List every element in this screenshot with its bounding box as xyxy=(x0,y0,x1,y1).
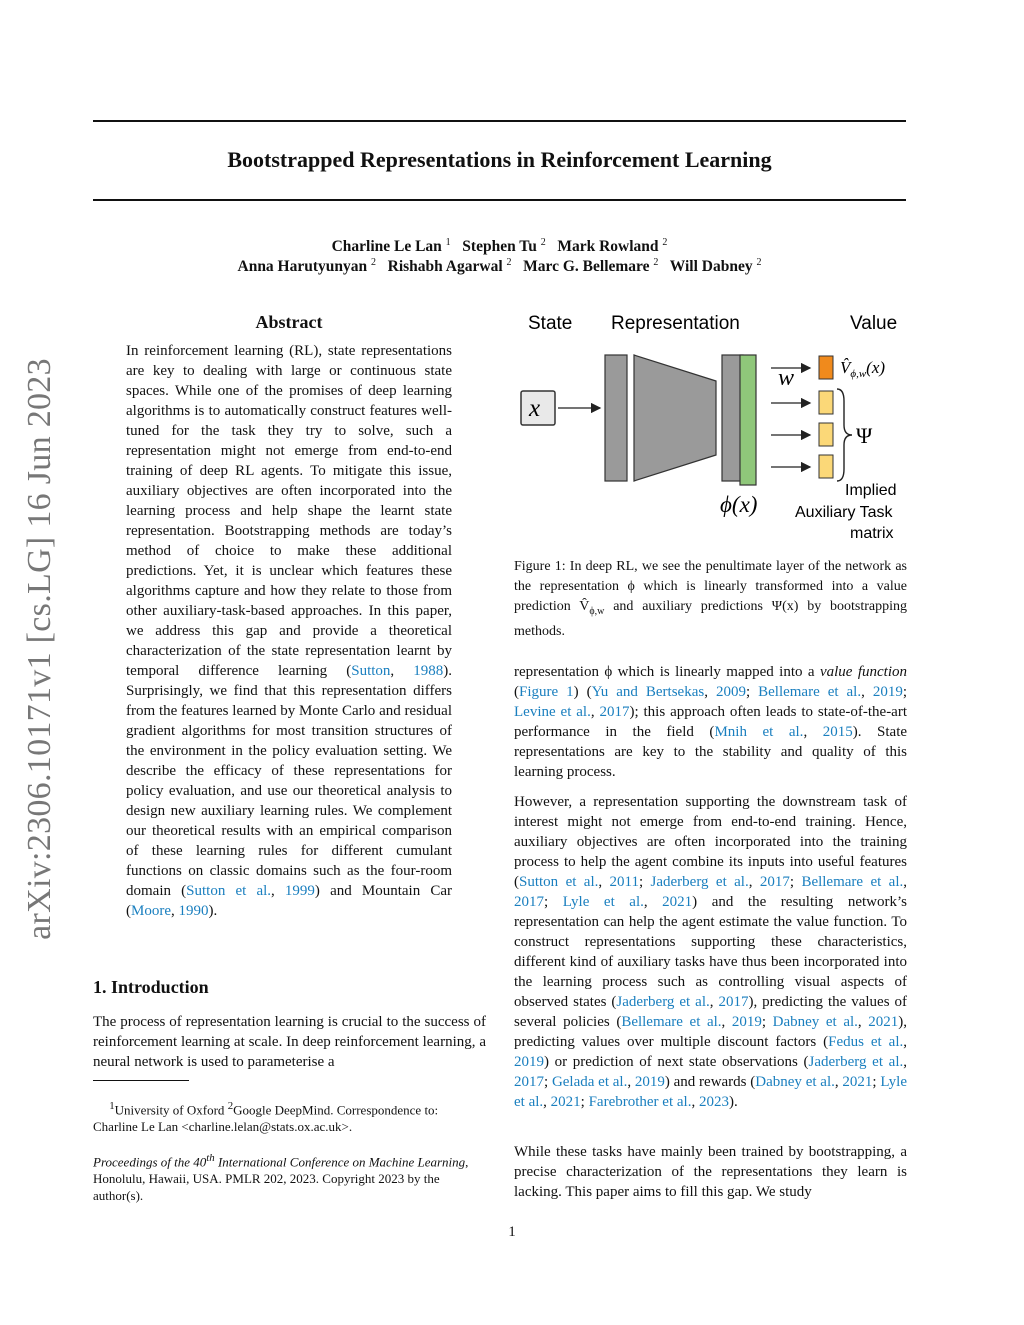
citation-link[interactable]: Mnih et al. xyxy=(714,724,804,740)
citation-link[interactable]: 2019 xyxy=(514,1054,544,1070)
citation-link[interactable]: Jaderberg et al. xyxy=(808,1054,904,1070)
citation-link[interactable]: Gelada et al. xyxy=(551,1074,628,1090)
citation-link[interactable]: Sutton et al. xyxy=(519,874,599,890)
aux-output-box xyxy=(819,391,833,414)
author-list-line-1: Charline Le Lan $^1$ Stephen Tu $^2$ Mark Rowland $^2$ xyxy=(331,237,668,256)
citation-link[interactable]: 2021 xyxy=(868,1014,899,1030)
author-name: Mark Rowland xyxy=(557,238,659,256)
citation-link[interactable]: Bellemare et al. xyxy=(758,684,862,700)
citation-link[interactable]: Sutton xyxy=(351,663,391,679)
body-paragraph: However, a representation supporting the downstream task of interest might not emerge from end-to-end training. Hence, auxiliary objectives are often incorporated into the training process to help the agent combine its inputs into useful features (Sutton et al., 2011; Jaderberg et al., 2017; Bellemare et al., 2017; Lyle et al., 2021) and the resulting network’s representation can help the agent estimate the value function. To construct representations supporting these characteristics, different kind of auxiliary tasks have thus been incorporated into the learning process such as controlling visual aspects of observed states (Jaderberg et al., 2017), predicting the values of several policies (Bellemare et al., 2019; Dabney et al., 2021), predicting values over multiple discount factors (Fedus et al., 2019) or prediction of next state observations (Jaderberg et al., 2017; Gelada et al., 2019) and rewards (Dabney et al., 2021; Lyle et al., 2021; Farebrother et al., 2023). xyxy=(514,794,908,1110)
citation-link[interactable]: 2021 xyxy=(842,1074,873,1090)
citation-link[interactable]: 1999 xyxy=(284,883,315,899)
figure-1-diagram xyxy=(514,305,910,550)
aux-output-box xyxy=(819,423,833,446)
psi-label: Ψ xyxy=(856,423,873,448)
citation-link[interactable]: Jaderberg et al. xyxy=(616,994,710,1010)
title-top-rule xyxy=(93,120,906,122)
network-layer-1 xyxy=(605,355,627,481)
citation-link[interactable]: 2019 xyxy=(634,1074,665,1090)
aux-brace xyxy=(837,389,852,481)
author-name: Anna Harutyunyan xyxy=(237,258,368,276)
abstract-body: In reinforcement learning (RL), state representations are key to dealing with large or continuous state spaces. While one of the promises of deep learning algorithms is to automatically construct features well-tuned for the task they try to solve, such a representation might not emerge from end-to-end training of deep RL agents. To mitigate this issue, auxiliary objectives are often incorporated into the learning process and help shape the learnt state representation. Bootstrapping methods are today’s method of choice to make these additional predictions. Yet, it is unclear which features these algorithms capture and how they relate to those from other auxiliary-task-based approaches. In this paper, we address this gap and provide a theoretical characterization of the state representation learnt by temporal difference learning (Sutton, 1988). Surprisingly, we find that this representation differs from the features learned by Monte Carlo and residual gradient algorithms for most transition structures of the environment in the policy evaluation setting. We describe the efficacy of these representations for policy evaluation, and use our theoretical analysis to design new auxiliary learning rules. We complement our theoretical results with an empirical comparison of these learning rules for different cumulant functions on classic domains such as the four-room domain (Sutton et al., 1999) and Mountain Car (Moore, 1990). xyxy=(126,343,453,919)
section-heading-introduction: 1. Introduction xyxy=(93,977,209,997)
citation-link[interactable]: 2017 xyxy=(599,704,630,720)
figure-label-value: Value xyxy=(850,313,898,334)
weight-symbol: w xyxy=(778,365,795,391)
citation-link[interactable]: 2019 xyxy=(731,1014,762,1030)
author-name: Will Dabney xyxy=(669,258,753,276)
network-funnel xyxy=(634,355,716,481)
page-title: Bootstrapped Representations in Reinforcement Learning xyxy=(227,147,772,172)
citation-link[interactable]: 2023 xyxy=(698,1094,729,1110)
author-name: Rishabh Agarwal xyxy=(387,258,503,276)
author-name: Stephen Tu xyxy=(462,238,537,256)
introduction-paragraph: The process of representation learning is crucial to the success of reinforcement learning at scale. In deep reinforcement learning, a neural network is used to parameterise a xyxy=(93,1014,486,1070)
citation-link[interactable]: Bellemare et al. xyxy=(621,1014,722,1030)
citation-link[interactable]: Dabney et al. xyxy=(772,1014,858,1030)
citation-link[interactable]: 2021 xyxy=(550,1094,581,1110)
figure-label-state: State xyxy=(528,313,573,334)
proceedings-note: Proceedings of the 40th International Conference on Machine Learning, Honolulu, Hawaii, USA. PMLR 202, 2023. Copyright 2023 by the author(s). xyxy=(93,1152,469,1204)
citation-link[interactable]: Lyle et al. xyxy=(562,894,644,910)
figure-link[interactable]: Figure 1 xyxy=(519,684,574,700)
representation-layer xyxy=(740,355,756,485)
citation-link[interactable]: Bellemare et al. xyxy=(801,874,904,890)
citation-link[interactable]: 1988 xyxy=(413,663,444,679)
value-output-box xyxy=(819,356,833,379)
footnote-divider xyxy=(93,1080,189,1081)
body-paragraph: While these tasks have mainly been trained by bootstrapping, a precise characterization of the representations they learn is lacking. This paper aims to fill this gap. We study xyxy=(514,1144,907,1200)
body-paragraph: representation ϕ which is linearly mapped into a value function (Figure 1) (Yu and Bertsekas, 2009; Bellemare et al., 2019; Levine et al., 2017); this approach often leads to state-of-the-art performance in the field (Mnih et al., 2015). State representations are key to the stability and quality of this learning process. xyxy=(514,664,908,780)
citation-link[interactable]: Dabney et al. xyxy=(755,1074,835,1090)
figure-label-representation: Representation xyxy=(611,313,740,334)
author-name: Marc G. Bellemare xyxy=(523,258,650,276)
citation-link[interactable]: 2017 xyxy=(514,1074,544,1090)
citation-link[interactable]: Farebrother et al. xyxy=(588,1094,692,1110)
page-number: 1 xyxy=(508,1224,516,1240)
input-symbol: x xyxy=(529,395,541,422)
citation-link[interactable]: Yu and Bertsekas xyxy=(591,684,705,700)
citation-link[interactable]: Lyle et al. xyxy=(514,1074,907,1110)
abstract-heading: Abstract xyxy=(255,312,323,332)
citation-link[interactable]: 1990 xyxy=(178,903,209,919)
author-list-line-2: Anna Harutyunyan $^2$ Rishabh Agarwal $^2$ Marc G. Bellemare $^2$ Will Dabney $^2$ xyxy=(237,257,762,276)
citation-link[interactable]: 2021 xyxy=(662,894,693,910)
citation-link[interactable]: 2015 xyxy=(822,724,853,740)
implied-aux-task-label: Implied Auxiliary Task matrix xyxy=(795,482,897,542)
value-hat-label: $V̂_{\phi,w}(x)$ xyxy=(840,358,886,380)
title-bottom-rule xyxy=(93,199,906,201)
figure-1-caption: Figure 1: In deep RL, we see the penultimate layer of the network as the representation ϕ which is linearly transformed into a value prediction $V̂_{\phi,w}$ and auxiliary predictions Ψ(x) by bootstrapping methods. xyxy=(514,559,908,639)
citation-link[interactable]: Moore xyxy=(131,903,171,919)
citation-link[interactable]: Jaderberg et al. xyxy=(650,874,749,890)
citation-link[interactable]: Levine et al. xyxy=(514,704,591,720)
citation-link[interactable]: 2017 xyxy=(514,894,544,910)
author-name: Charline Le Lan xyxy=(331,238,442,256)
affiliation-footnote: $^1$University of Oxford $^2$Google DeepMind. Correspondence to: Charline Le Lan <charline.lelan@stats.ox.ac.uk>. xyxy=(93,1100,439,1135)
citation-link[interactable]: 2019 xyxy=(872,684,903,700)
phi-label: ϕ(x) xyxy=(720,492,758,517)
citation-link[interactable]: 2009 xyxy=(715,684,746,700)
arxiv-identifier: arXiv:2306.10171v1 [cs.LG] 16 Jun 2023 xyxy=(21,358,58,940)
aux-output-box xyxy=(819,455,833,478)
citation-link[interactable]: Fedus et al. xyxy=(828,1034,904,1050)
citation-link[interactable]: 2017 xyxy=(759,874,790,890)
citation-link[interactable]: Sutton et al. xyxy=(186,883,272,899)
citation-link[interactable]: 2011 xyxy=(609,874,639,890)
citation-link[interactable]: 2017 xyxy=(718,994,749,1010)
